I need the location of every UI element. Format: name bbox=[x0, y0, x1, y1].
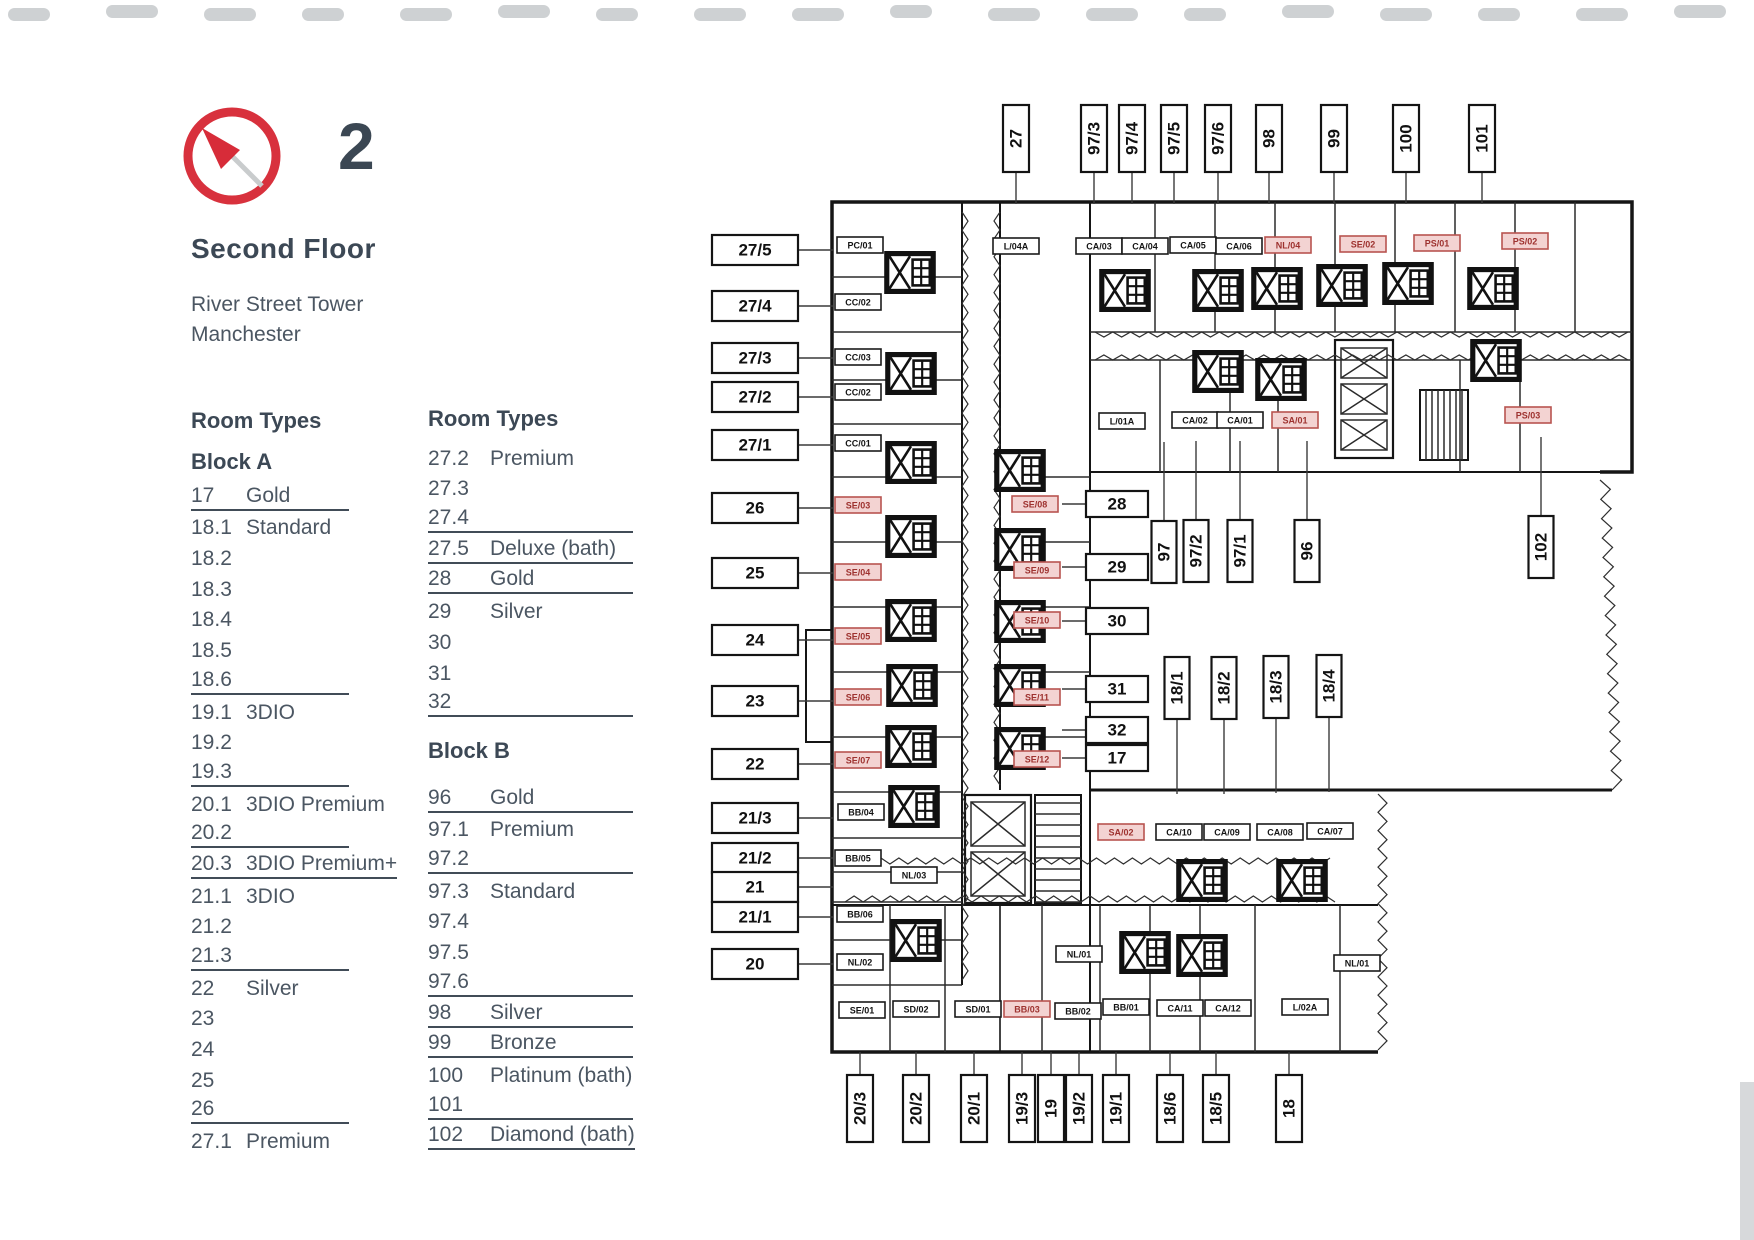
room-ref-label: 21 bbox=[745, 877, 765, 897]
legend-item-code: 21.1 bbox=[191, 884, 232, 908]
room-ref-label: 18/4 bbox=[1319, 669, 1339, 703]
bed-furniture-icon bbox=[1179, 862, 1225, 900]
bed-furniture-icon bbox=[891, 788, 937, 826]
room-ref-label: 97 bbox=[1154, 542, 1174, 562]
room-ref-label: 25 bbox=[745, 563, 765, 583]
bed-furniture-icon bbox=[1179, 937, 1225, 975]
room-ref-label: 97/3 bbox=[1084, 121, 1104, 156]
room-code-label: SA/01 bbox=[1282, 415, 1308, 426]
room-code-label: CA/02 bbox=[1182, 415, 1208, 426]
room-ref-label: 18/1 bbox=[1167, 671, 1187, 705]
room-ref-label: 96 bbox=[1297, 541, 1317, 561]
legend-item-code: 19.3 bbox=[191, 759, 232, 783]
bed-furniture-icon bbox=[1258, 361, 1304, 399]
bed-furniture-icon bbox=[1279, 862, 1325, 900]
legend-b-heading: Room Types bbox=[428, 406, 559, 431]
room-code-label: NL/04 bbox=[1275, 240, 1301, 251]
room-code-label: SE/01 bbox=[849, 1005, 875, 1016]
room-code-label: SE/10 bbox=[1024, 615, 1050, 626]
legend-item-code: 18.4 bbox=[191, 608, 232, 632]
room-ref-label: 32 bbox=[1107, 720, 1127, 740]
room-code-label: CC/01 bbox=[845, 438, 871, 449]
legend-item-code: 27.3 bbox=[428, 477, 469, 501]
room-ref-label: 28 bbox=[1107, 494, 1127, 514]
legend-item-code: 25 bbox=[191, 1068, 215, 1092]
legend-item-code: 27.1 bbox=[191, 1130, 232, 1154]
legend-item-code: 20.1 bbox=[191, 792, 232, 816]
room-code-label: SE/09 bbox=[1024, 565, 1050, 576]
legend-item-name: 3DIO bbox=[246, 884, 296, 908]
legend-item-name: Premium bbox=[490, 818, 575, 842]
room-ref-label: 31 bbox=[1107, 679, 1127, 699]
room-ref-label: 100 bbox=[1396, 124, 1416, 153]
bed-furniture-icon bbox=[1102, 272, 1148, 310]
room-ref-label: 27/1 bbox=[738, 435, 772, 455]
legend-item-code: 97.6 bbox=[428, 969, 469, 993]
legend-item-code: 98 bbox=[428, 1000, 452, 1024]
room-code-label: BB/01 bbox=[1113, 1002, 1139, 1013]
legend-item-code: 19.2 bbox=[191, 731, 232, 755]
legend-item-code: 102 bbox=[428, 1123, 464, 1147]
room-ref-label: 97/6 bbox=[1208, 121, 1228, 156]
legend-item-code: 27.5 bbox=[428, 536, 469, 560]
legend-item-code: 27.2 bbox=[428, 446, 469, 470]
legend-item-code: 18.1 bbox=[191, 516, 232, 540]
room-ref-label: 27/5 bbox=[738, 240, 772, 260]
legend-item-code: 97.4 bbox=[428, 910, 469, 934]
room-code-label: CA/05 bbox=[1180, 240, 1206, 251]
legend-item-code: 30 bbox=[428, 630, 452, 654]
room-code-label: BB/04 bbox=[848, 807, 874, 818]
room-code-label: L/04A bbox=[1003, 241, 1029, 252]
bed-furniture-icon bbox=[888, 602, 934, 640]
legend-item-code: 21.2 bbox=[191, 915, 232, 939]
room-code-label: CA/10 bbox=[1166, 827, 1192, 838]
room-ref-label: 26 bbox=[745, 498, 765, 518]
bed-furniture-icon bbox=[887, 254, 933, 292]
bed-furniture-icon bbox=[1473, 342, 1519, 380]
legend-item-name: Premium bbox=[490, 446, 575, 470]
room-ref-label: 22 bbox=[745, 754, 765, 774]
room-code-label: CA/11 bbox=[1167, 1003, 1193, 1014]
room-code-label: CC/03 bbox=[845, 352, 871, 363]
legend-item-name: Silver bbox=[490, 600, 543, 624]
room-ref-label: 20/2 bbox=[906, 1091, 926, 1126]
legend-item-code: 31 bbox=[428, 661, 452, 685]
furniture-symbols bbox=[887, 254, 1519, 975]
bed-furniture-icon bbox=[888, 728, 934, 766]
room-ref-label: 18 bbox=[1279, 1099, 1299, 1118]
room-code-label: SE/03 bbox=[845, 500, 871, 511]
room-code-label: BB/02 bbox=[1065, 1006, 1091, 1017]
legend-item-code: 23 bbox=[191, 1007, 215, 1031]
bed-furniture-icon bbox=[1254, 270, 1300, 308]
room-ref-label: 27 bbox=[1006, 129, 1026, 148]
legend-item-name: Gold bbox=[490, 785, 535, 809]
room-ref-label: 21/3 bbox=[738, 808, 772, 828]
legend-b-block-label: Block B bbox=[428, 738, 510, 763]
legend-item-name: Platinum (bath) bbox=[490, 1063, 633, 1087]
room-divider-walls bbox=[832, 202, 1575, 1052]
room-ref-label: 19/2 bbox=[1069, 1091, 1089, 1126]
room-code-label: CA/09 bbox=[1214, 827, 1240, 838]
room-ref-label: 19 bbox=[1041, 1099, 1061, 1118]
legend-item-code: 99 bbox=[428, 1031, 452, 1055]
legend-item-code: 26 bbox=[191, 1097, 215, 1121]
legend-item-code: 18.2 bbox=[191, 547, 232, 571]
bed-furniture-icon bbox=[1385, 265, 1431, 303]
legend-item-code: 20.2 bbox=[191, 821, 232, 845]
bed-furniture-icon bbox=[888, 518, 934, 556]
stairs-bottom bbox=[1035, 795, 1081, 903]
legend-item-name: Gold bbox=[490, 567, 535, 591]
legend-item-code: 18.5 bbox=[191, 639, 232, 663]
room-code-label: NL/01 bbox=[1344, 958, 1370, 969]
legend-item-name: Bronze bbox=[490, 1031, 557, 1055]
city-name: Manchester bbox=[191, 323, 301, 346]
room-ref-label: 29 bbox=[1107, 557, 1127, 577]
room-ref-label: 21/1 bbox=[738, 907, 772, 927]
room-code-label: SE/06 bbox=[845, 692, 871, 703]
legend-item-name: Deluxe (bath) bbox=[490, 536, 617, 560]
bed-furniture-icon bbox=[888, 355, 934, 393]
room-ref-label: 30 bbox=[1107, 611, 1127, 631]
room-code-label: SA/02 bbox=[1108, 827, 1134, 838]
room-code-label: BB/03 bbox=[1014, 1004, 1040, 1015]
legend-item-code: 17 bbox=[191, 483, 215, 507]
room-code-label: SE/07 bbox=[845, 755, 871, 766]
legend-item-name: Standard bbox=[490, 879, 576, 903]
room-ref-label: 18/2 bbox=[1214, 671, 1234, 705]
room-code-label: CA/03 bbox=[1086, 241, 1112, 252]
room-ref-label: 20/3 bbox=[850, 1091, 870, 1126]
room-code-label: SE/11 bbox=[1024, 692, 1050, 703]
room-code-label: BB/05 bbox=[845, 853, 871, 864]
room-code-label: SE/02 bbox=[1350, 239, 1376, 250]
room-ref-label: 97/1 bbox=[1230, 534, 1250, 568]
room-ref-label: 101 bbox=[1472, 124, 1492, 153]
room-code-label: CA/04 bbox=[1132, 241, 1158, 252]
legend-item-code: 97.3 bbox=[428, 879, 469, 903]
room-ref-label: 19/3 bbox=[1012, 1091, 1032, 1126]
room-ref-label: 18/5 bbox=[1206, 1091, 1226, 1126]
legend-item-code: 20.3 bbox=[191, 851, 232, 875]
room-ref-label: 98 bbox=[1259, 129, 1279, 148]
room-code-label: CA/01 bbox=[1227, 415, 1253, 426]
legend-item-name: 3DIO Premium bbox=[246, 792, 385, 816]
legend-item-code: 18.3 bbox=[191, 577, 232, 601]
room-code-label: CC/02 bbox=[845, 387, 871, 398]
legend-item-code: 28 bbox=[428, 567, 452, 591]
bed-furniture-icon bbox=[889, 667, 935, 705]
room-ref-label: 18/3 bbox=[1266, 670, 1286, 704]
legend-item-code: 101 bbox=[428, 1092, 464, 1116]
room-ref-label: 99 bbox=[1324, 129, 1344, 148]
legend-item-code: 27.4 bbox=[428, 506, 469, 530]
room-code-label: SD/01 bbox=[965, 1004, 991, 1015]
legend-item-code: 29 bbox=[428, 600, 452, 624]
page-title: Second Floor bbox=[191, 233, 376, 264]
room-code-label: L/01A bbox=[1109, 416, 1135, 427]
room-code-label: CA/07 bbox=[1317, 826, 1343, 837]
legend-item-name: Diamond (bath) bbox=[490, 1123, 635, 1147]
room-code-label: BB/06 bbox=[847, 909, 873, 920]
room-code-label: PS/01 bbox=[1424, 238, 1450, 249]
bed-furniture-icon bbox=[1470, 270, 1516, 308]
legend-item-name: 3DIO bbox=[246, 700, 296, 724]
room-ref-label: 23 bbox=[745, 691, 765, 711]
room-code-label: SE/12 bbox=[1024, 754, 1050, 765]
bed-furniture-icon bbox=[997, 452, 1043, 490]
bed-furniture-icon bbox=[1195, 272, 1241, 310]
legend-item-code: 32 bbox=[428, 690, 452, 714]
legend-item-code: 22 bbox=[191, 976, 215, 1000]
room-ref-label: 27/2 bbox=[738, 387, 772, 407]
room-code-label: NL/02 bbox=[847, 957, 873, 968]
legend-item-name: Silver bbox=[490, 1000, 543, 1024]
room-code-label: SE/08 bbox=[1022, 499, 1048, 510]
room-code-label: PS/03 bbox=[1515, 410, 1541, 421]
room-code-label: CA/12 bbox=[1215, 1003, 1241, 1014]
room-ref-label: 21/2 bbox=[738, 848, 772, 868]
room-code-label: CC/02 bbox=[845, 297, 871, 308]
floor-number: 2 bbox=[338, 109, 375, 183]
legend-item-code: 100 bbox=[428, 1063, 464, 1087]
legend-a-block-label: Block A bbox=[191, 449, 273, 474]
room-code-label: NL/01 bbox=[1066, 949, 1092, 960]
room-code-label: SE/05 bbox=[845, 631, 871, 642]
bed-furniture-icon bbox=[893, 922, 939, 960]
legend-item-code: 97.2 bbox=[428, 847, 469, 871]
legend-item-name: Silver bbox=[246, 976, 299, 1000]
room-ref-label: 97/4 bbox=[1122, 121, 1142, 156]
room-code-label: PC/01 bbox=[847, 240, 873, 251]
legend-item-code: 97.5 bbox=[428, 941, 469, 965]
room-ref-label: 27/3 bbox=[738, 348, 772, 368]
room-code-label: CA/06 bbox=[1226, 241, 1252, 252]
building-name: River Street Tower bbox=[191, 293, 364, 316]
room-ref-label: 18/6 bbox=[1160, 1091, 1180, 1126]
room-ref-label: 17 bbox=[1107, 748, 1127, 768]
room-ref-label: 97/2 bbox=[1186, 534, 1206, 568]
legend-item-name: Premium bbox=[246, 1130, 331, 1154]
bed-furniture-icon bbox=[1122, 934, 1168, 972]
room-ref-label: 27/4 bbox=[738, 296, 772, 316]
plan-labels bbox=[712, 105, 1554, 1142]
legend-item-code: 24 bbox=[191, 1038, 215, 1062]
room-code-label: L/02A bbox=[1292, 1002, 1318, 1013]
legend-a-heading: Room Types bbox=[191, 408, 322, 433]
room-ref-label: 20/1 bbox=[964, 1091, 984, 1126]
legend-item-code: 19.1 bbox=[191, 700, 232, 724]
room-code-label: NL/03 bbox=[901, 870, 927, 881]
room-ref-label: 24 bbox=[745, 630, 765, 650]
legend-item-code: 97.1 bbox=[428, 818, 469, 842]
room-code-label: SD/02 bbox=[903, 1004, 929, 1015]
legend-item-name: Standard bbox=[246, 516, 332, 540]
legend-item-name: Gold bbox=[246, 483, 291, 507]
bed-furniture-icon bbox=[1195, 353, 1241, 391]
room-ref-label: 20 bbox=[745, 954, 765, 974]
room-code-label: CA/08 bbox=[1267, 827, 1293, 838]
room-code-label: PS/02 bbox=[1512, 236, 1538, 247]
legend-item-code: 96 bbox=[428, 785, 452, 809]
room-ref-label: 19/1 bbox=[1106, 1091, 1126, 1126]
room-ref-label: 102 bbox=[1531, 532, 1551, 562]
legend-item-code: 21.3 bbox=[191, 944, 232, 967]
legend-item-code: 18.6 bbox=[191, 667, 232, 691]
room-code-label: SE/04 bbox=[845, 567, 871, 578]
legend-item-name: 3DIO Premium+ bbox=[246, 851, 398, 875]
room-ref-label: 97/5 bbox=[1164, 121, 1184, 156]
bed-furniture-icon bbox=[888, 444, 934, 482]
bed-furniture-icon bbox=[1319, 267, 1365, 305]
